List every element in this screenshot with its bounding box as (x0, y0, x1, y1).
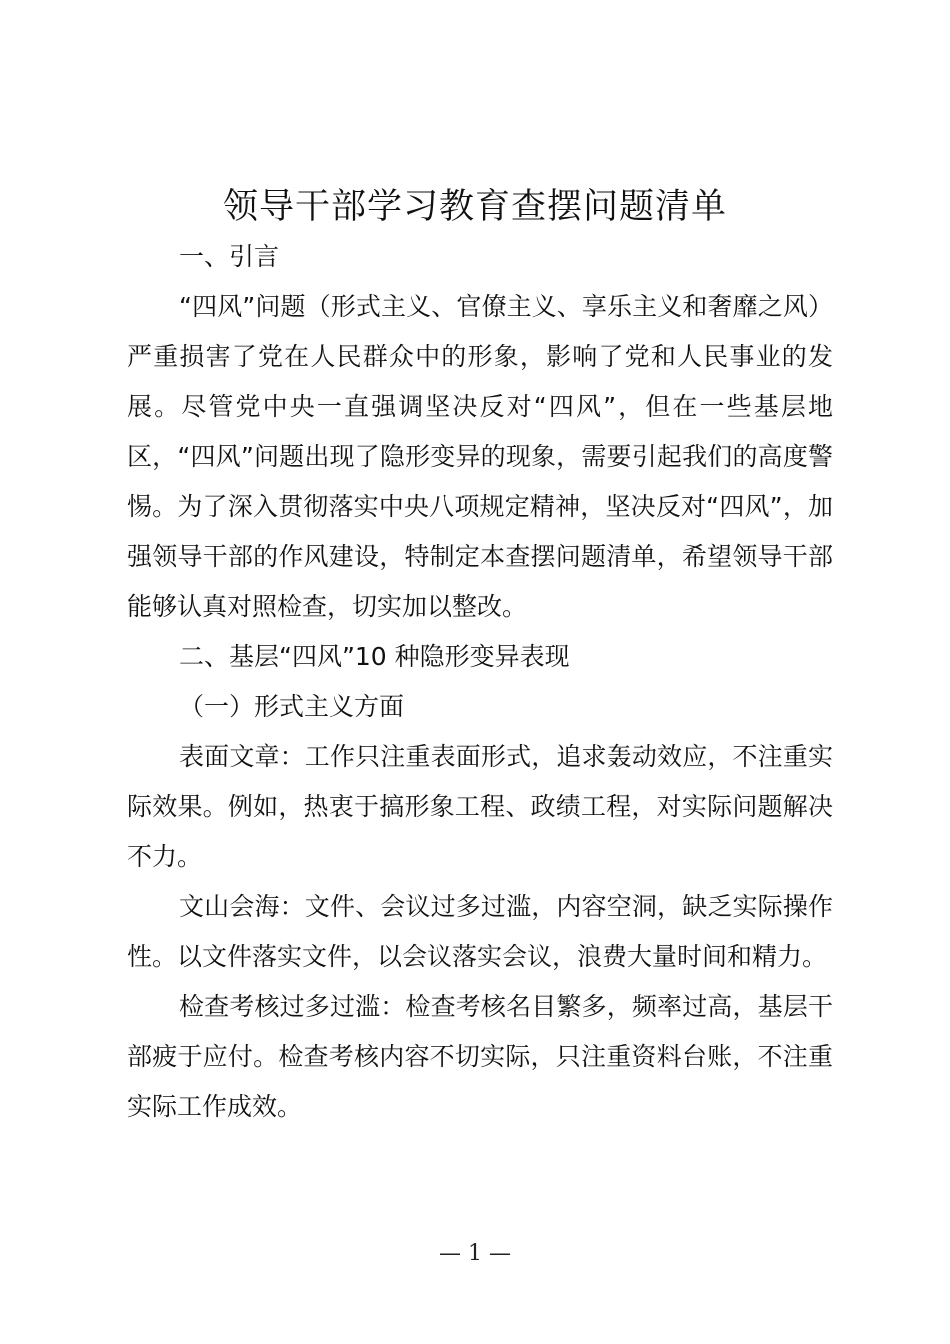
heading-section-two: 二、基层“四风”10 种隐形变异表现 (179, 642, 570, 671)
heading-introduction: 一、引言 (179, 242, 280, 271)
paragraph-inspections: 检查考核过多过滥：检查考核名目繁多，频率过高，基层干部疲于应付。检查考核内容不切实际，只注重资料台账，不注重实际工作成效。 (127, 992, 833, 1121)
document-body (127, 232, 833, 1132)
paragraph-surface-work: 表面文章：工作只注重表面形式，追求轰动效应，不注重实际效果。例如，热衷于搞形象工程、政绩工程，对实际问题解决不力。 (127, 742, 833, 871)
subheading-formalism: （一）形式主义方面 (179, 692, 405, 721)
paragraph-documents-meetings: 文山会海：文件、会议过多过滥，内容空洞，缺乏实际操作性。以文件落实文件，以会议落实会议，浪费大量时间和精力。 (127, 892, 833, 971)
document-title: 领导干部学习教育查摆问题清单 (222, 187, 727, 227)
page-number: — 1 — (439, 1241, 511, 1266)
paragraph-introduction: “四风”问题（形式主义、官僚主义、享乐主义和奢靡之风）严重损害了党在人民群众中的形象，影响了党和人民事业的发展。尽管党中央一直强调坚决反对“四风”，但在一些基层地区，“四风”问题出现了隐形变异的现象，需要引起我们的高度警惕。为了深入贯彻落实中央八项规定精神，坚决反对“四风”，加强领导干部的作风建设，特制定本查摆问题清单，希望领导干部能够认真对照检查，切实加以整改。 (127, 292, 833, 621)
